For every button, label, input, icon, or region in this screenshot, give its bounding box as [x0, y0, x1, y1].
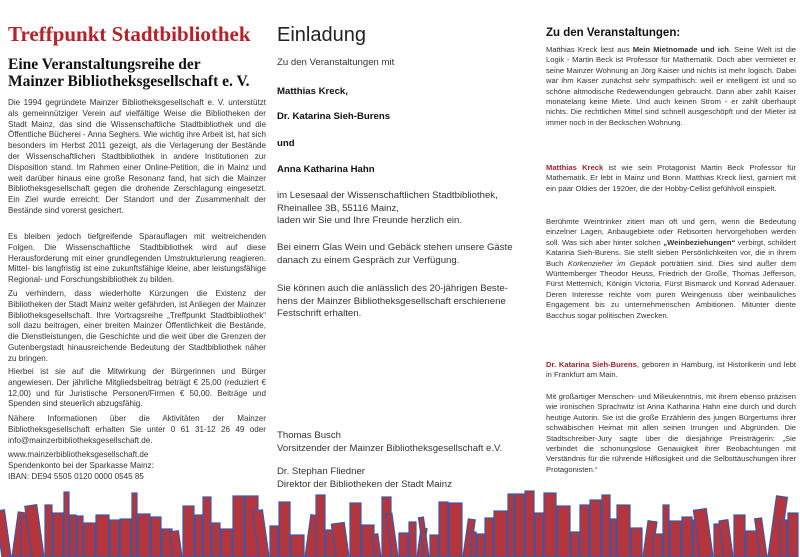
festschrift-line-2: hens der Mainzer Bibliotheksgesellschaft erschienene [277, 295, 506, 307]
signature-1 [277, 430, 532, 455]
book-spine [544, 493, 556, 557]
book-spine [53, 513, 63, 557]
contact-block [8, 450, 266, 482]
book-spine [477, 534, 484, 557]
speaker-3: Anna Katharina Hahn [277, 164, 375, 175]
book-spine [617, 505, 630, 557]
p3-mid: verbirgt, schildert Katarina Sieh-Burens. Sie stellt sieben Persönlichkeiten vor, die in ihrem Buch [546, 237, 796, 268]
book-spine [399, 533, 408, 557]
book-spine [508, 494, 514, 557]
book-spine [494, 511, 507, 557]
book-spine [110, 520, 119, 557]
wine-block [277, 242, 532, 267]
event-kreck-description [546, 45, 796, 128]
event-kreck-bio [546, 163, 796, 194]
book-spine [77, 516, 83, 557]
location-block [277, 190, 532, 228]
book-spine [279, 502, 290, 557]
hahn-paragraph: Mit großartiger Menschen- und Milieukenntnis, mit ihrem ebenso präzisen wie ironischen Sprachwitz ist Anna Katharina Hahn eine durch und durch heutige Autorin. Sie ist die große Erzählerin des jungen Bürgertums ihrer schwäbischen Heimat mit allen seinen Irrungen und Abgründen. Die Stadtschreiber-Jury sagte über die diesjährige Preisträgerin: „Sie verbindet die schonungslose Genauigkeit ihrer Beobachtungen mit Verständnis für die rührende Hilflosigkeit und die Selbsttäuschungen ihrer Protagonisten.“ [546, 392, 796, 474]
paragraph-5: Nähere Informationen über die Aktivitäten der Mainzer Bibliotheksgesellschaft erhalten Sie unter 0 61 31-12 26 49 oder info@mainzerbibliotheksgesellschaft.de. [8, 414, 266, 445]
speaker-2: Dr. Katarina Sieh-Burens [277, 111, 391, 122]
kreck-bio-text: ist wie sein Protagonist Martin Beck Professor für Mathematik. Er lebt in Mainz und Bonn. Matthias Kreck liest, garniert mit ein paar Oldies der 1920er, die der Hobby-Cellist gefühlvoll einspielt. [546, 163, 796, 193]
weinbeziehungen: „Weinbeziehungen“ [663, 237, 736, 247]
book-spine [557, 506, 570, 557]
invitation-title: Einladung [277, 24, 366, 46]
book-spine [682, 517, 692, 557]
book-spine [734, 515, 745, 557]
book-spine [183, 506, 194, 557]
book-spine [780, 520, 787, 557]
kreck-name: Matthias Kreck [546, 163, 604, 172]
wine-line-1: Bei einem Glas Wein und Gebäck stehen unsere Gäste [277, 242, 513, 253]
festschrift-line-1: Sie können auch die anlässlich des 20-jährigen Beste- [277, 283, 508, 294]
main-title: Treffpunkt Stadtbibliothek [8, 22, 251, 46]
info-paragraph [8, 414, 266, 446]
book-spine [203, 497, 211, 557]
event-sieh-burens-bio [546, 360, 796, 381]
sieh-burens-name: Dr. Katarina Sieh-Burens [546, 360, 637, 369]
book-spine [291, 535, 304, 557]
subtitle-line-1: Eine Veranstaltungsreihe der [8, 56, 201, 73]
location-line-1: im Lesesaal der Wissenschaftlichen Stadtbibliothek, [277, 190, 498, 201]
book-spine [590, 500, 601, 557]
book-spine [212, 523, 220, 557]
book-spine [653, 534, 662, 557]
book-spine [788, 513, 798, 557]
event-hahn-description [546, 392, 796, 475]
book-spine [64, 492, 69, 557]
signature-1-name: Thomas Busch [277, 430, 341, 441]
signature-2-role: Direktor der Bibliotheken der Stadt Mainz [277, 478, 452, 490]
p1-pre: Matthias Kreck liest aus [546, 45, 633, 54]
wine-line-2: danach zu einem Gespräch zur Verfügung. [277, 254, 460, 266]
book-spine [485, 518, 493, 557]
p3-pre: Berühmte Weintrinker zitiert man oft und gern, wenn die Bedeutung einzelner Lagen, Anbaugebiete oder Rebsorten hervorgehoben werden soll. Was sich aber hinter solchen [546, 217, 796, 247]
festschrift-line-3: Festschrift erhalten. [277, 308, 362, 320]
book-spine [132, 493, 137, 557]
book-spine [631, 528, 642, 557]
bank-label: Spendenkonto bei der Sparkasse Mainz: [8, 460, 154, 470]
speaker-1: Matthias Kreck, [277, 86, 348, 97]
and-word: und [277, 138, 295, 149]
book-spine [138, 514, 150, 557]
book-spine [571, 532, 579, 557]
paragraph-2: Es bleiben jedoch tiefgreifende Sparauflagen mit weitreichenden Folgen. Die Wissenschaftliche Stadtbibliothek wird auf diese Herausforderung mit einer grundlegenden Umstrukturierung reagieren. Mittel- bis langfristig ist eine zukunftsfähige kleine, aber leistungsfähige Regional- und Forschungsbibliothek zu bilden. [8, 232, 266, 285]
sieh-burens-bio-text: , geboren in Hamburg, ist Historikerin und lebt in Frankfurt am Main. [546, 360, 796, 380]
paragraph-3: Zu verhindern, dass wiederholte Kürzungen die Existenz der Bibliotheken der Stadt Mainz weiter gefährden, ist Anliegen der Mainzer Bibliotheksgesellschaft. Ihre Vortragsreihe „Treffpunkt Stadtbibliothek“ soll dazu beitragen, einer breiten Mainzer Öffentlichkeit die Bestände, die Dienstleistungen, die Geschichte und die weit über die Grenzen der Gutenbergstadt hinausreichende Bedeutung der Stadtbibliothek näher zu bringen. [8, 289, 266, 363]
book-spine [120, 519, 131, 557]
book-spine [515, 494, 524, 557]
book-spine [0, 510, 11, 557]
location-line-2: Rheinallee 3B, 55116 Mainz, [277, 202, 399, 214]
subtitle-line-2: Mainzer Bibliotheksgesellschaft e. V. [8, 73, 250, 90]
book-spine [471, 532, 476, 557]
book-spine [430, 535, 438, 557]
book-spine [96, 515, 109, 557]
p3-post: porträtiert sind. Dies sind außer dem Württemberger Theodor Heuss, Friedrich der Große, Thomas Jefferson, Fürst Metternich, Königin Victoria, Fürst Bismarck und Konrad Adenauer. Deren Interesse reichte vom puren Weingenuss über weinbauliches Engagement bis zu unternehmerischen Ambitionen. Mitunter diente Bacchus sogar politischen Zwecken. [546, 258, 796, 320]
signature-2-name: Dr. Stephan Fliedner [277, 466, 365, 477]
book-spine [350, 503, 361, 557]
book-spine [580, 505, 589, 557]
signature-1-role: Vorsitzender der Mainzer Bibliotheksgesellschaft e.V. [277, 442, 503, 454]
book-title-mietnomade: Mein Mietnomade und ich [632, 45, 729, 54]
book-shelf-illustration [0, 486, 800, 557]
book-spine [439, 502, 448, 557]
mitwirkung-paragraph [8, 367, 266, 410]
book-spine [70, 515, 76, 557]
book-spine [195, 515, 202, 557]
book-spine [449, 503, 462, 557]
book-spine [151, 517, 161, 557]
paragraph-4: Hierbei ist sie auf die Mitwirkung der Bürgerinnen und Bürger angewiesen. Der jährliche Mitgliedsbeitrag beträgt € 25,00 (reduziert € 12,00) und für Juristische Personen/Firmen € 50,00. Beiträge und Spenden sind steuerlich abzugsfähig. [8, 367, 266, 409]
events-title: Zu den Veranstaltungen: [546, 27, 681, 39]
event-sieh-burens-description [546, 217, 796, 321]
website-link[interactable]: www.mainzerbibliotheksgesellschaft.de [8, 450, 149, 459]
anliegen-paragraph [8, 289, 266, 365]
book-spine [670, 521, 681, 557]
paragraph-1: Die 1994 gegründete Mainzer Bibliotheksgesellschaft e. V. unterstützt als gemeinnütziger Verein auf vielfältige Weise die Bibliotheken der Stadt Mainz, das sind die Wissenschaftliche Stadtbibliothek und die Öffentliche Bücherei - Anna Seghers. Wie wichtig ihre Arbeit ist, hat sich besonders im Herbst 2011 gezeigt, als die Verlagerung der Bestände der Wissenschaftlichen Stadtbibliothek in andere Institutionen zur Disposition stand. Im Rahmen einer Online-Petition, die in Mainz und weit darüber hinaus eine große Resonanz fand, hat sich die Mainzer Bibliotheksgesellschaft gegen die drohende Zerschlagung eingesetzt. Ein Ziel wurde erreicht: Der Standort und der Zusammenhalt der Bestände sind vorerst gesichert. [8, 98, 266, 215]
book-spine [409, 522, 416, 557]
invitation-intro: Zu den Veranstaltungen mit [277, 57, 395, 68]
p1-post: . Seine Welt ist die Logik - Martin Beck ist Professor für Mathematik. Doch aber vermietet er seine Mainzer Wohnung an Jörg Kaiser und nichts ist mehr logisch. Dabei war ihm Kaiser zunächst sehr sympathisch: weil er intelligent ist und so schöne altmodische Redewendungen gebraucht. Dann aber zahlt Kaiser monatelang keine Miete. Und auch keinen Strom - er zahlt überhaupt nichts. Die rechtlichen Mittel sind schnell ausgeschöpft und der Mieter ist immer noch in der Beckschen Wohnung. [546, 45, 797, 127]
subtitle [8, 56, 250, 90]
iban: IBAN: DE94 5505 0120 0000 0545 85 [8, 471, 144, 481]
book-spine [221, 529, 232, 557]
book-spine [663, 505, 669, 557]
book-spine [84, 523, 95, 557]
book-spine [316, 495, 325, 557]
book-spine [525, 491, 534, 557]
sparauflagen-paragraph [8, 232, 266, 286]
book-title-korkenzieher: Korkenzieher im Gepäck [567, 258, 657, 268]
book-spine [270, 526, 278, 557]
book-spine [611, 519, 616, 557]
book-spine [535, 513, 543, 557]
book-spine [233, 496, 244, 557]
festschrift-block [277, 283, 532, 321]
book-spine [602, 495, 610, 557]
book-spine [45, 505, 52, 557]
location-line-3: laden wir Sie und Ihre Freunde herzlich ein. [277, 215, 463, 227]
intro-paragraph [8, 98, 266, 217]
